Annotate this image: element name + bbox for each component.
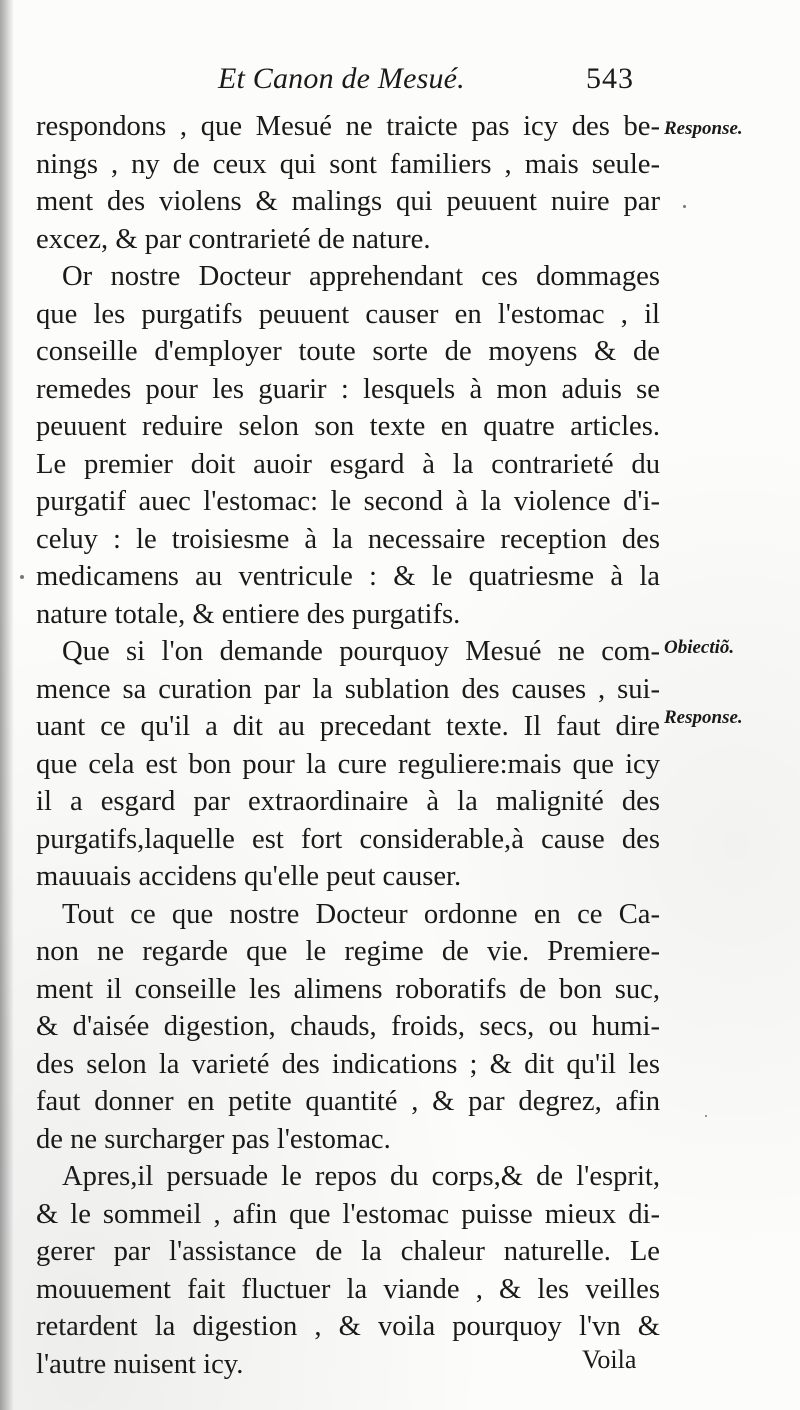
text-line: gerer par l'assistance de la chaleur naturelle. Le [36, 1236, 660, 1267]
text-line: mauuais accidens qu'elle peut causer. [36, 861, 462, 892]
text-line: il a esgard par extraordinaire à la malignité des [36, 786, 660, 817]
ink-speck [20, 575, 24, 579]
page-number: 543 [586, 62, 634, 95]
margin-note-response: Response. [664, 707, 743, 728]
ink-speck [683, 205, 686, 208]
text-line: nings , ny de ceux qui sont familiers , mais seule- [36, 148, 660, 180]
text-line: retardent la digestion , & voila pourquoy l'vn & [36, 1311, 660, 1342]
text-line: que les purgatifs peuuent causer en l'estomac , il [36, 298, 660, 330]
text-line: Que si l'on demande pourquoy Mesué ne com- [62, 636, 660, 667]
body-text [36, 108, 660, 1383]
text-line: medicamens au ventricule : & le quatriesme à la [36, 561, 660, 592]
running-title: Et Canon de Mesué. [218, 62, 465, 95]
page-header [0, 62, 800, 106]
text-line: & d'aisée digestion, chauds, froids, secs, ou humi- [36, 1011, 660, 1042]
text-line: Or nostre Docteur apprehendant ces dommages [62, 261, 660, 292]
text-line: & le sommeil , afin que l'estomac puisse mieux di- [36, 1198, 660, 1230]
margin-note-objection: Obiectiõ. [664, 637, 735, 658]
text-line: Tout ce que nostre Docteur ordonne en ce Ca- [62, 898, 660, 930]
text-line: que cela est bon pour la cure reguliere:mais que icy [36, 748, 660, 780]
text-line: remedes pour les guarir : lesquels à mon aduis se [36, 373, 660, 405]
text-line: purgatifs,laquelle est fort considerable,à cause des [36, 823, 660, 855]
margin-note-response: Response. [664, 118, 743, 139]
text-line: mouuement fait fluctuer la viande , & les veilles [36, 1273, 660, 1305]
text-line: mence sa curation par la sublation des causes , sui- [36, 673, 660, 705]
text-line: uant ce qu'il a dit au precedant texte. Il faut dire [36, 711, 660, 742]
ink-speck [705, 1115, 707, 1117]
catchword: Voila [582, 1345, 637, 1374]
page-gutter-shadow [0, 0, 14, 1410]
text-line: Apres,il persuade le repos du corps,& de l'esprit, [62, 1161, 660, 1192]
text-line: de ne surcharger pas l'estomac. [36, 1123, 391, 1155]
text-line: des selon la varieté des indications ; & dit qu'il les [36, 1048, 660, 1080]
text-line: Le premier doit auoir esgard à la contrarieté du [36, 448, 660, 480]
text-line: ment des violens & malings qui peuuent nuire par [36, 186, 660, 217]
text-line: excez, & par contrarieté de nature. [36, 223, 431, 255]
text-line: peuuent reduire selon son texte en quatre articles. [36, 411, 660, 442]
text-line: purgatif auec l'estomac: le second à la violence d'i- [36, 486, 660, 517]
text-line: ment il conseille les alimens roboratifs de bon suc, [36, 973, 660, 1005]
text-line: faut donner en petite quantité , & par degrez, afin [36, 1086, 660, 1117]
text-line: nature totale, & entiere des purgatifs. [36, 598, 461, 630]
text-line: non ne regarde que le regime de vie. Premiere- [36, 936, 660, 967]
text-line: conseille d'employer toute sorte de moyens & de [36, 336, 660, 367]
text-line: respondons , que Mesué ne traicte pas icy des be- [36, 111, 660, 142]
text-line: l'autre nuisent icy. [36, 1348, 244, 1380]
text-line: celuy : le troisiesme à la necessaire reception des [36, 523, 660, 555]
